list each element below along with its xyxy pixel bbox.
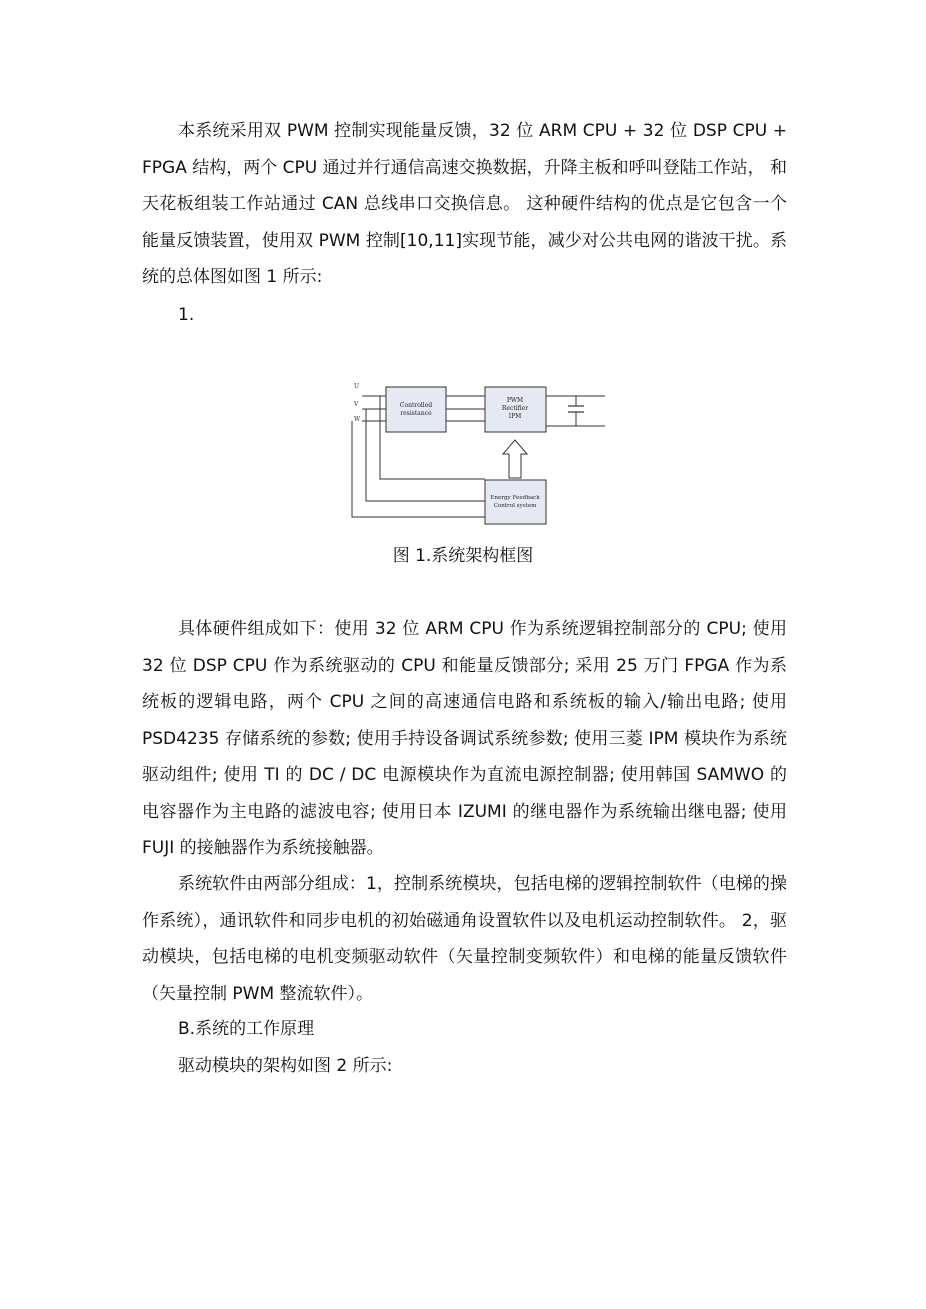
system-architecture-diagram bbox=[340, 376, 610, 528]
intro-paragraph: 本系统采用双 PWM 控制实现能量反馈，32 位 ARM CPU + 32 位 DSP CPU + FPGA 结构，两个 CPU 通过并行通信高速交换数据，升降主板和呼叫登陆工作站， 和天花板组装工作站通过 CAN 总线串口交换信息。 这种硬件结构的优点是它包含一个能量反馈装置，使用双 PWM 控制[10,11]实现节能，减少对公共电网的谐波干扰。系统的总体图如图 1 所示: bbox=[142, 121, 788, 287]
software-paragraph: 系统软件由两部分组成：1，控制系统模块，包括电梯的逻辑控制软件（电梯的操作系统），通讯软件和同步电机的初始磁通角设置软件以及电机运动控制软件。 2，驱动模块，包括电梯的电机变频驱动软件（矢量控制变频软件）和电梯的能量反馈软件（矢量控制 PWM 整流软件）。 bbox=[142, 874, 787, 1004]
section-heading: B.系统的工作原理 bbox=[178, 1019, 315, 1039]
controlled-resistance-label-1: Controlled bbox=[399, 402, 433, 409]
pwm-label-3: IPM bbox=[508, 413, 522, 420]
phase-label-w: W bbox=[354, 416, 361, 423]
energy-feedback-block bbox=[485, 480, 546, 524]
pwm-label-1: PWM bbox=[506, 397, 524, 404]
controlled-resistance-label-2: resistance bbox=[400, 410, 432, 417]
feedback-label-2: Control system bbox=[493, 503, 537, 509]
sense-line-3 bbox=[352, 421, 485, 517]
figure-caption: 图 1.系统架构框图 bbox=[392, 546, 534, 566]
feedback-arrow bbox=[503, 440, 527, 478]
phase-label-u: U bbox=[354, 383, 360, 390]
list-item-number: 1. bbox=[178, 305, 195, 325]
hardware-paragraph: 具体硬件组成如下：使用 32 位 ARM CPU 作为系统逻辑控制部分的 CPU; 使用 32 位 DSP CPU 作为系统驱动的 CPU 和能量反馈部分; 采用 25 万门 FPGA 作为系统板的逻辑电路，两个 CPU 之间的高速通信电路和系统板的输入/输出电路; 使用 PSD4235 存储系统的参数; 使用手持设备调试系统参数; 使用三菱 IPM 模块作为系统驱动组件; 使用 TI 的 DC / DC 电源模块作为直流电源控制器; 使用韩国 SAMWO 的电容器作为主电路的滤波电容; 使用日本 IZUMI 的继电器作为系统输出继电器; 使用 FUJI 的接触器作为系统接触器。 bbox=[142, 619, 787, 858]
phase-label-v: V bbox=[354, 401, 359, 408]
drive-intro-paragraph: 驱动模块的架构如图 2 所示: bbox=[178, 1056, 393, 1076]
pwm-label-2: Rectifier bbox=[501, 405, 529, 412]
feedback-label-1: Energy Feedback bbox=[490, 495, 540, 501]
